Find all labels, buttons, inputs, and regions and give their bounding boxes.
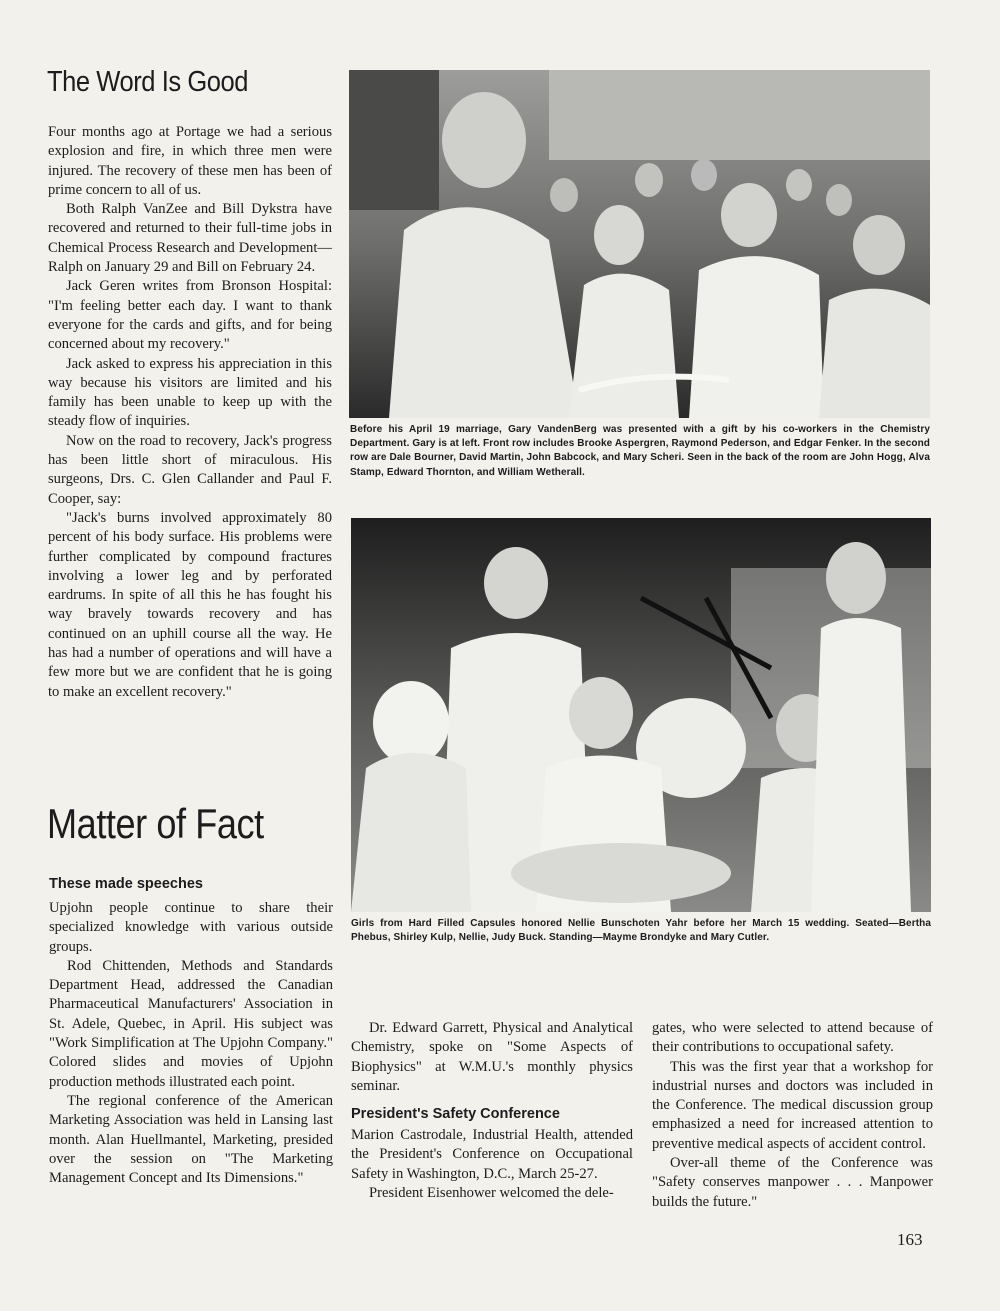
section-subhead: These made speeches — [49, 876, 203, 892]
middle-column — [351, 1019, 633, 1203]
photo-placeholder — [351, 518, 931, 912]
paragraph: Rod Chittenden, Methods and Standards Department Head, addressed the Canadian Pharmaceutical Manufacturers' Association in St. Adele, Quebec, in April. His subject was "Work Simplification at The Upjohn Company." Colored slides and movies of Upjohn production methods illustrated each point. — [49, 957, 333, 1090]
photo-hard-filled-capsules — [351, 518, 931, 912]
right-column — [652, 1019, 933, 1212]
paragraph: Marion Castrodale, Industrial Health, attended the President's Conference on Occupational Safety in Washington, D.C., March 25-27. — [351, 1127, 633, 1182]
paragraph: Both Ralph VanZee and Bill Dykstra have recovered and returned to their full-time jobs in Chemical Process Research and Development—Ralph on January 29 and Bill on February 24. — [48, 201, 332, 276]
photo-caption: Before his April 19 marriage, Gary VandenBerg was presented with a gift by his co-workers in the Chemistry Department. Gary is at left. Front row includes Brooke Aspergren, Raymond Pederson, and Edgar Fenker. In the second row are Dale Bourner, David Martin, John Babcock, and Mary Scheri. Seen in the back of the room are John Hogg, Alva Stamp, Edward Thornton, and William Wetherall. — [350, 424, 930, 478]
paragraph: The regional conference of the American Marketing Association was held in Lansing last month. Alan Huellmantel, Marketing, presided over the session on "The Marketing Management Concept and Its Dimensions." — [49, 1092, 333, 1187]
photo-caption: Girls from Hard Filled Capsules honored Nellie Bunschoten Yahr before her March 15 wedding. Seated—Bertha Phebus, Shirley Kulp, Nellie, Judy Buck. Standing—Mayme Brondyke and Mary Cutler. — [351, 918, 931, 944]
section-body — [49, 899, 333, 1188]
section-subhead: President's Safety Conference — [351, 1106, 560, 1123]
paragraph: President Eisenhower welcomed the dele- — [369, 1185, 614, 1202]
quote-paragraph: "Jack's burns involved approximately 80 percent of his body surface. His problems were further complicated by compound fractures involving a lower leg and by perforated eardrums. In spite of all this he has fought his way bravely towards recovery and has continued on an uphill course all the way. He has had a number of operations and will have a few more but we are confident that he is going to make an excellent recovery." — [48, 509, 332, 700]
paragraph: gates, who were selected to attend because of their contributions to occupational safety. — [652, 1020, 933, 1056]
article-title: Matter of Fact — [47, 800, 264, 847]
paragraph: Upjohn people continue to share their specialized knowledge with various outside groups. — [49, 900, 333, 955]
section-speeches — [49, 876, 333, 1188]
paragraph: Four months ago at Portage we had a serious explosion and fire, in which three men were injured. The recovery of these men has been of prime concern to all of us. — [48, 124, 332, 198]
article-body — [48, 123, 332, 702]
section-body — [351, 1019, 633, 1096]
paragraph: This was the first year that a workshop for industrial nurses and doctors was included in the Conference. The medical discussion group emphasized a need for increased attention to preventive medical aspects of accident control. — [652, 1058, 933, 1152]
section-body — [351, 1126, 633, 1203]
photo-placeholder — [349, 70, 930, 418]
photo-chemistry-department — [349, 70, 930, 418]
paragraph: Now on the road to recovery, Jack's progress has been little short of miraculous. His surgeons, Drs. C. Glen Callander and Paul F. Cooper, say: — [48, 432, 332, 507]
paragraph: Jack asked to express his appreciation in this way because his visitors are limited and his family has been unable to keep up with the steady flow of inquiries. — [48, 355, 332, 430]
page-number: 163 — [897, 1230, 923, 1249]
paragraph: Jack Geren writes from Bronson Hospital: "I'm feeling better each day. I want to thank everyone for the cards and gifts, and for being concerned about my recovery." — [48, 278, 332, 353]
paragraph: Over-all theme of the Conference was "Safety conserves manpower . . . Manpower builds the future." — [652, 1155, 933, 1210]
paragraph: Dr. Edward Garrett, Physical and Analytical Chemistry, spoke on "Some Aspects of Biophysics" at W.M.U.'s monthly physics seminar. — [351, 1020, 633, 1094]
article-title: The Word Is Good — [47, 66, 248, 98]
